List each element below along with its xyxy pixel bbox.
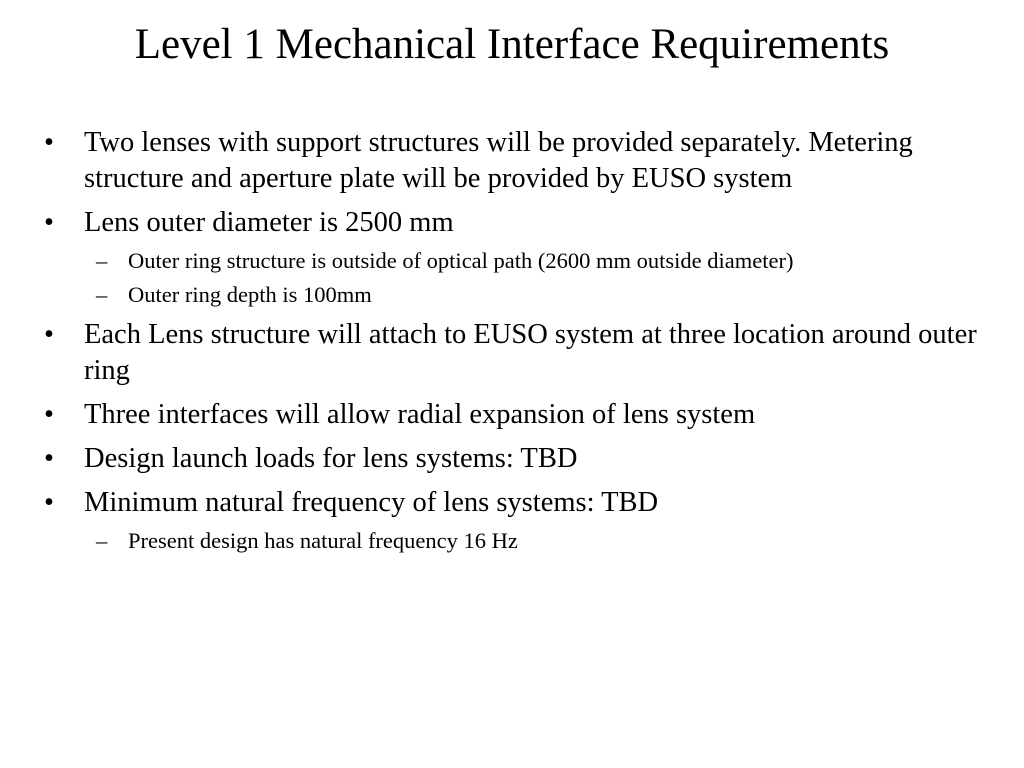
bullet-marker: • <box>44 207 54 238</box>
sub-bullet-marker: – <box>96 528 108 553</box>
bullet-item <box>44 441 1004 477</box>
bullet-item <box>44 397 1004 433</box>
slide-title: Level 1 Mechanical Interface Requirements <box>134 21 890 68</box>
bullet-text: Three interfaces will allow radial expansion of lens system <box>84 399 756 430</box>
sub-bullet-text: Outer ring depth is 100mm <box>128 282 372 307</box>
bullet-marker: • <box>44 487 54 518</box>
bullet-text: Each Lens structure will attach to EUSO system at three location around outer ring <box>84 319 977 386</box>
bullet-item <box>44 125 1004 197</box>
bullet-text: Two lenses with support structures will be provided separately. Metering structure and aperture plate will be provided by EUSO system <box>84 127 913 194</box>
bullet-marker: • <box>44 443 54 474</box>
bullet-item <box>44 205 1004 241</box>
bullet-marker: • <box>44 319 54 350</box>
bullet-marker: • <box>44 127 54 158</box>
sub-bullet-item <box>44 526 1004 556</box>
sub-bullet-text: Outer ring structure is outside of optical path (2600 mm outside diameter) <box>128 248 794 273</box>
sub-bullet-text: Present design has natural frequency 16 Hz <box>128 528 518 553</box>
bullet-marker: • <box>44 399 54 430</box>
bullet-text: Design launch loads for lens systems: TBD <box>84 443 578 474</box>
bullet-item <box>44 485 1004 521</box>
sub-bullet-marker: – <box>96 248 108 273</box>
bullet-item <box>44 317 1004 389</box>
sub-bullet-item <box>44 280 1004 310</box>
sub-bullet-item <box>44 246 1004 276</box>
sub-bullet-marker: – <box>96 282 108 307</box>
bullet-text: Minimum natural frequency of lens systems: TBD <box>84 487 659 518</box>
bullet-list <box>44 125 1004 563</box>
bullet-text: Lens outer diameter is 2500 mm <box>84 207 454 238</box>
